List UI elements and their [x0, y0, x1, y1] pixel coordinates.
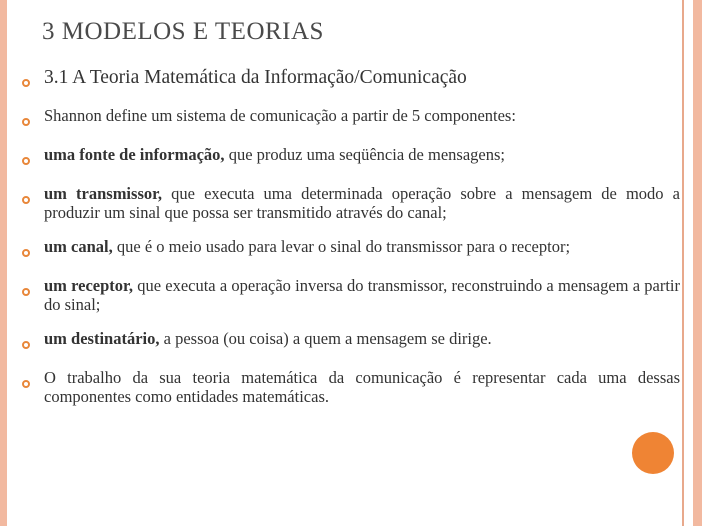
bullet-list — [22, 66, 680, 421]
list-item-text — [44, 368, 680, 407]
bullet-ring-icon — [22, 106, 44, 131]
list-item-lead: um canal, — [44, 236, 113, 256]
list-item-text — [44, 145, 680, 164]
bullet-ring-icon — [22, 184, 44, 209]
bullet-ring-icon — [22, 145, 44, 170]
bullet-ring-icon — [22, 276, 44, 301]
list-item-lead: um receptor, — [44, 275, 133, 295]
page-title: 3 MODELOS E TEORIAS — [42, 18, 324, 45]
left-border-inner — [7, 0, 13, 526]
list-item — [22, 66, 680, 92]
list-item-body: que é o meio usado para levar o sinal do transmissor para o receptor; — [112, 236, 571, 256]
list-item-text — [44, 329, 680, 348]
right-border-decoration — [693, 0, 702, 526]
list-item — [22, 368, 680, 407]
list-item-text — [44, 276, 680, 315]
list-item-text — [44, 106, 680, 125]
bullet-ring-icon — [22, 329, 44, 354]
list-item-body: que executa a operação inversa do transmissor, reconstruindo a mensagem a partir do sinal; — [44, 275, 680, 315]
list-item-body: que executa uma determinada operação sobre a mensagem de modo a produzir um sinal que possa ser transmitido através do canal; — [44, 184, 680, 223]
list-item-body: O trabalho da sua teoria matemática da comunicação é representar cada uma dessas componentes como entidades matemáticas. — [44, 367, 680, 407]
list-item-lead: um transmissor, — [44, 184, 163, 203]
list-item-text: 3.1 A Teoria Matemática da Informação/Comunicação — [44, 67, 467, 88]
bullet-ring-icon — [22, 237, 44, 262]
list-item-body: Shannon define um sistema de comunicação a partir de 5 componentes: — [44, 106, 516, 125]
list-item-text — [44, 184, 680, 223]
orange-circle-decoration — [632, 432, 674, 474]
list-item-text — [44, 237, 680, 256]
list-item — [22, 145, 680, 170]
list-item-lead: uma fonte de informação, — [44, 145, 225, 164]
list-item-body: que produz uma seqüência de mensagens; — [224, 145, 505, 164]
list-item — [22, 106, 680, 131]
list-item-body: a pessoa (ou coisa) a quem a mensagem se dirige. — [159, 328, 492, 348]
list-item-lead: um destinatário, — [44, 328, 160, 348]
left-border-decoration — [0, 0, 7, 526]
right-border-inner — [684, 0, 693, 526]
bullet-ring-icon — [22, 66, 44, 92]
list-item — [22, 276, 680, 315]
list-item — [22, 329, 680, 354]
bullet-ring-icon — [22, 368, 44, 393]
list-item — [22, 184, 680, 223]
list-item — [22, 237, 680, 262]
right-rule-line — [682, 0, 684, 526]
